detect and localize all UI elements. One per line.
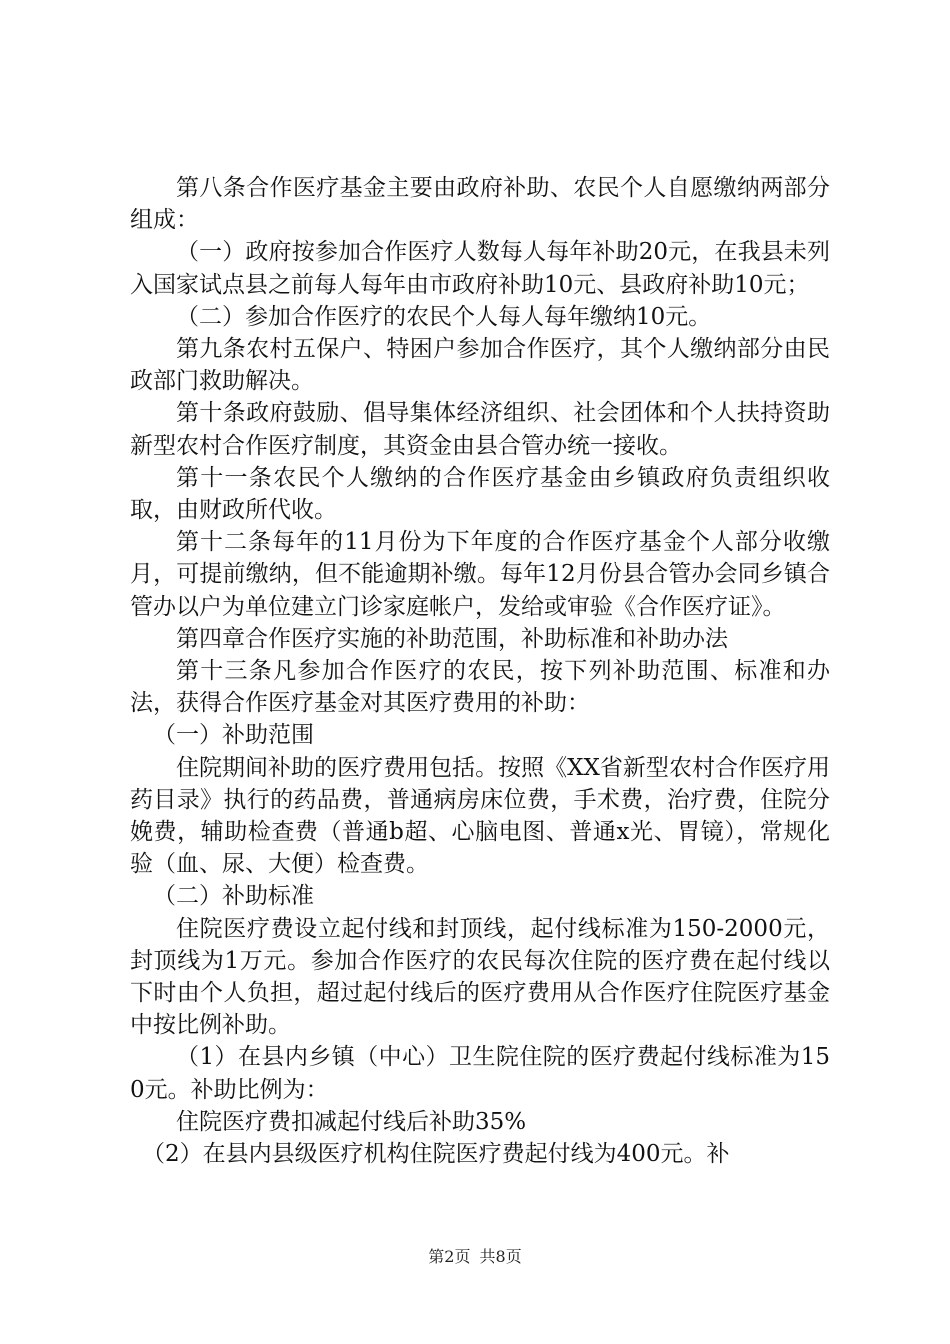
paragraph-article-10: 第十条政府鼓励、倡导集体经济组织、社会团体和个人扶持资助新型农村合作医疗制度，其资金由县合管办统一接收。 [130, 400, 830, 459]
page-footer [0, 1244, 950, 1267]
page-number: 第2页 [428, 1247, 471, 1266]
paragraph-township-rate: 住院医疗费扣减起付线后补助35% [176, 1108, 527, 1135]
chapter-heading: 第四章合作医疗实施的补助范围，补助标准和补助办法 [176, 625, 728, 652]
page-total: 共8页 [479, 1247, 522, 1266]
subheading-scope: （一）补助范围 [153, 722, 314, 749]
paragraph-article-12: 第十二条每年的11月份为下年度的合作医疗基金个人部分收缴月，可提前缴纳，但不能逾期补缴。每年12月份县合管办会同乡镇合管办以户为单位建立门诊家庭帐户，发给或审验《合作医疗证》。 [130, 529, 830, 620]
paragraph-township-rule: （1）在县内乡镇（中心）卫生院住院的医疗费起付线标准为150元。补助比例为： [130, 1044, 830, 1103]
document-body [130, 172, 830, 1170]
paragraph-scope-details: 住院期间补助的医疗费用包括。按照《XX省新型农村合作医疗用药目录》执行的药品费，普通病房床位费，手术费，治疗费，住院分娩费，辅助检查费（普通b超、心脑电图、普通x光、胃镜），常规化验（血、尿、大便）检查费。 [130, 754, 830, 878]
paragraph-article-11: 第十一条农民个人缴纳的合作医疗基金由乡镇政府负责组织收取，由财政所代收。 [130, 464, 830, 524]
paragraph-item-1: （一）政府按参加合作医疗人数每人每年补助20元，在我县未列入国家试点县之前每人每年由市政府补助10元、县政府补助10元； [130, 239, 830, 298]
paragraph-county-rule: （2）在县内县级医疗机构住院医疗费起付线为400元。补 [142, 1141, 730, 1168]
subheading-standard: （二）补助标准 [153, 883, 314, 910]
paragraph-article-9: 第九条农村五保户、特困户参加合作医疗，其个人缴纳部分由民政部门救助解决。 [130, 336, 830, 395]
paragraph-standard-details: 住院医疗费设立起付线和封顶线，起付线标准为150-2000元，封顶线为1万元。参加合作医疗的农民每次住院的医疗费在起付线以下时由个人负担，超过起付线后的医疗费用从合作医疗住院医疗基金中按比例补助。 [130, 915, 830, 1039]
paragraph-article-8: 第八条合作医疗基金主要由政府补助、农民个人自愿缴纳两部分组成： [130, 175, 830, 234]
paragraph-item-2: （二）参加合作医疗的农民个人每人每年缴纳10元。 [176, 303, 712, 330]
paragraph-article-13: 第十三条凡参加合作医疗的农民，按下列补助范围、标准和办法，获得合作医疗基金对其医疗费用的补助： [130, 658, 830, 717]
